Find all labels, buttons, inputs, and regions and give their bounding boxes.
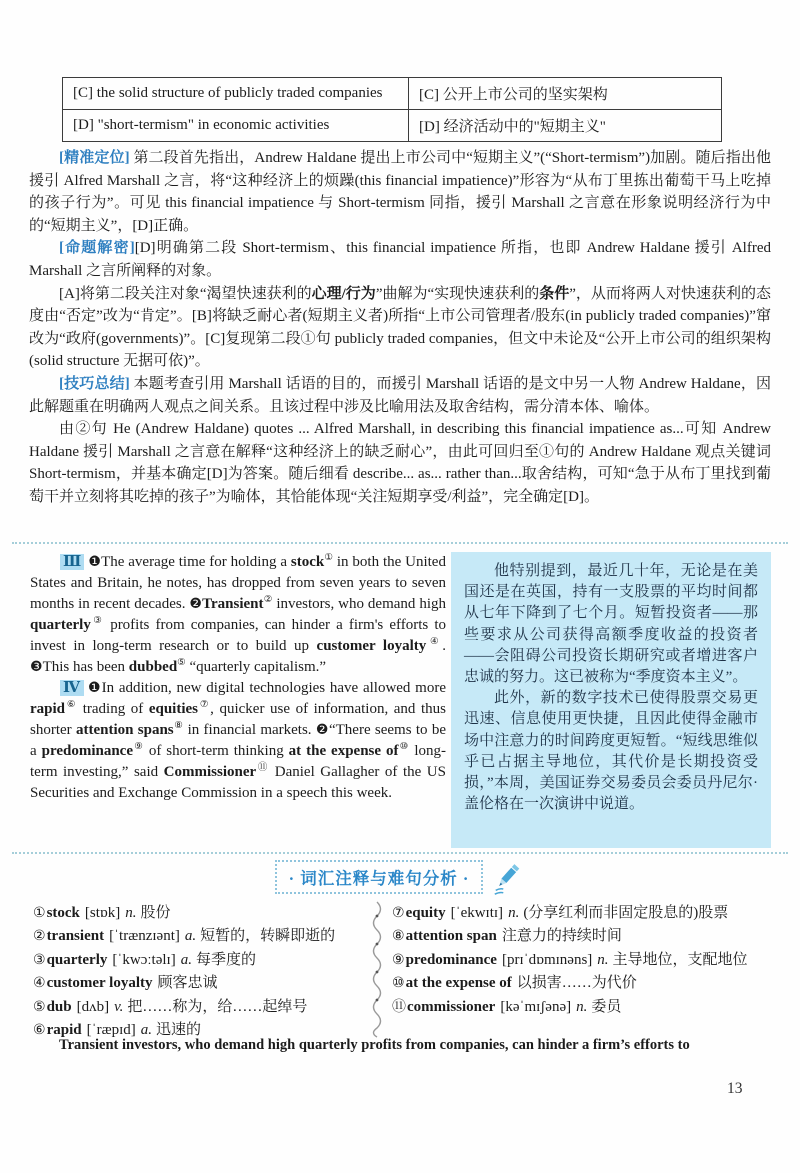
option-d-chinese: [D] 经济活动中的"短期主义" xyxy=(409,110,722,142)
vocab-list-left xyxy=(33,902,369,1042)
vocab-item: ⑦equity [ˈekwɪtɪ] n. (分享红利而非固定股息的)股票 xyxy=(392,905,729,921)
vocab-list-right xyxy=(392,902,774,1019)
vocab-section-title: · 词汇注释与难句分析 · xyxy=(275,860,484,894)
wavy-divider xyxy=(370,900,384,1038)
vocab-item: ⑪commissioner [kəˈmɪʃənə] n. 委员 xyxy=(392,998,622,1015)
translation-paragraph-1: 他特别提到，最近几十年，无论是在美国还是在英国，持有一支股票的平均时间都从七年下降到了七个月。短暂投资者——那些要求从公司获得高额季度收益的投资者——会阻碍公司投资长期研究或者增进客户忠诚的努力。这已被称为“季度资本主义”。 xyxy=(464,563,758,686)
passage-paragraph-4: Ⅳ ❶In addition, new digital technologies have allowed more rapid⑥ trading of equities⑦, quicker use of information, and thus shorter attention spans⑧ in financial markets. ❷“There seems to be a predominance⑨ of short-term thinking at the expense of⑩ long-term investing,” said Commissioner⑪ Daniel Gallagher of the US Securities and Exchange Commission in a speech this week. xyxy=(30,680,446,801)
vocab-item: ⑩at the expense of 以损害……为代价 xyxy=(392,975,637,992)
option-d-english: [D] "short-termism" in economic activities xyxy=(63,110,409,142)
english-passage xyxy=(30,552,446,804)
option-c-english: [C] the solid structure of publicly traded companies xyxy=(63,78,409,110)
pencil-icon xyxy=(491,863,525,897)
table-row xyxy=(63,78,722,110)
difficult-sentence: Transient investors, who demand high quarterly profits from companies, can hinder a firm’s efforts to xyxy=(59,1037,690,1053)
vocab-item: ③quarterly [ˈkwɔːtəlɪ] a. 每季度的 xyxy=(33,951,256,968)
vocab-item: ⑧attention span 注意力的持续时间 xyxy=(392,928,622,945)
vocab-item: ⑤dub [dʌb] v. 把……称为，给……起绰号 xyxy=(33,998,308,1015)
analysis-paragraph-distractors: [A]将第二段关注对象“渴望快速获利的心理/行为”曲解为“实现快速获利的条件”，从而将两人对快速获利的态度由“否定”改为“肯定”。[B]将缺乏耐心者(短期主义者)所指“上市公司管理者/股东(in publicly traded companies)”窜改为“政府(governments)”。[C]复现第二段①句 publicly traded companies，但文中未论及“公开上市公司的组织架构(solid structure 无据可依)”。 xyxy=(29,285,771,370)
translation-box xyxy=(451,552,771,848)
vocab-item: ④customer loyalty 顾客忠诚 xyxy=(33,975,218,992)
answer-analysis xyxy=(29,147,771,509)
dotted-divider xyxy=(12,852,788,854)
vocab-item: ②transient [ˈtrænzɪənt] a. 短暂的，转瞬即逝的 xyxy=(33,928,336,945)
analysis-paragraph-technique: [技巧总结] 本题考查引用 Marshall 话语的目的，而援引 Marshall 话语的是文中另一人物 Andrew Haldane，因此解题重在明确两人观点之间关系。且该过程中涉及比喻用法及取舍结构，需分清本体、喻体。 xyxy=(29,375,771,415)
analysis-paragraph-detail: 由②句 He (Andrew Haldane) quotes ... Alfred Marshall, in describing this financial impatience as...可知 Andrew Haldane 援引 Marshall 之言意在解释“这种经济上的缺乏耐心”，由此可回归至①句的 Andrew Haldane 观点关键词 Short-termism，并基本确定[D]为答案。随后细看 describe... as... rather than...取舍结构，可知“急于从布丁里找到葡萄干并立刻将其吃掉的孩子”为喻体，其恰能体现“关注短期享受/利益”，完全确定[D]。 xyxy=(29,421,771,505)
vocab-item: ⑨predominance [prɪˈdɒmɪnəns] n. 主导地位，支配地位 xyxy=(392,951,748,968)
analysis-paragraph-locate: [精准定位] 第二段首先指出，Andrew Haldane 提出上市公司中“短期主义”(“Short-termism”)加剧。随后指出他援引 Alfred Marshall 之言，将“这种经济上的烦躁(this financial impatience)”形容为“从布丁里拣出葡萄干马上吃掉的孩子行为”。可见 this financial impatience 与 Short-termism 同指，援引 Marshall 之言意在形象说明经济行为中的“短期主义”，[D]正确。 xyxy=(29,150,771,234)
passage-paragraph-3: Ⅲ ❶The average time for holding a stock① in both the United States and Britain, he notes, has dropped from seven years to seven months in recent decades. ❷Transient② investors, who demand high quarterly③ profits from companies, can hinder a firm's efforts to invest in long-term research or to build up customer loyalty④. ❸This has been dubbed⑤ “quarterly capitalism.” xyxy=(30,552,446,675)
page-number: 13 xyxy=(727,1080,743,1097)
vocab-section-header-row xyxy=(0,859,800,895)
vocab-item: ①stock [stɒk] n. 股份 xyxy=(33,905,171,921)
answer-options-table xyxy=(62,77,722,142)
dotted-divider xyxy=(12,542,788,544)
option-c-chinese: [C] 公开上市公司的坚实架构 xyxy=(409,78,722,110)
analysis-paragraph-decode: [命题解密][D]明确第二段 Short-termism、this financial impatience 所指，也即 Andrew Haldane 援引 Alfred Marshall 之言所阐释的对象。 xyxy=(29,240,771,279)
table-row xyxy=(63,110,722,142)
translation-paragraph-2: 此外，新的数字技术已使得股票交易更迅速、信息使用更快捷，且因此使得金融市场中注意力的时间跨度更短暂。“短线思维似乎已占据主导地位，其代价是长期投资受损，”本周，美国证券交易委员会委员丹尼尔·盖伦格在一次演讲中说道。 xyxy=(464,690,758,813)
vocab-item: ⑥rapid [ˈræpɪd] a. 迅速的 xyxy=(33,1022,201,1039)
